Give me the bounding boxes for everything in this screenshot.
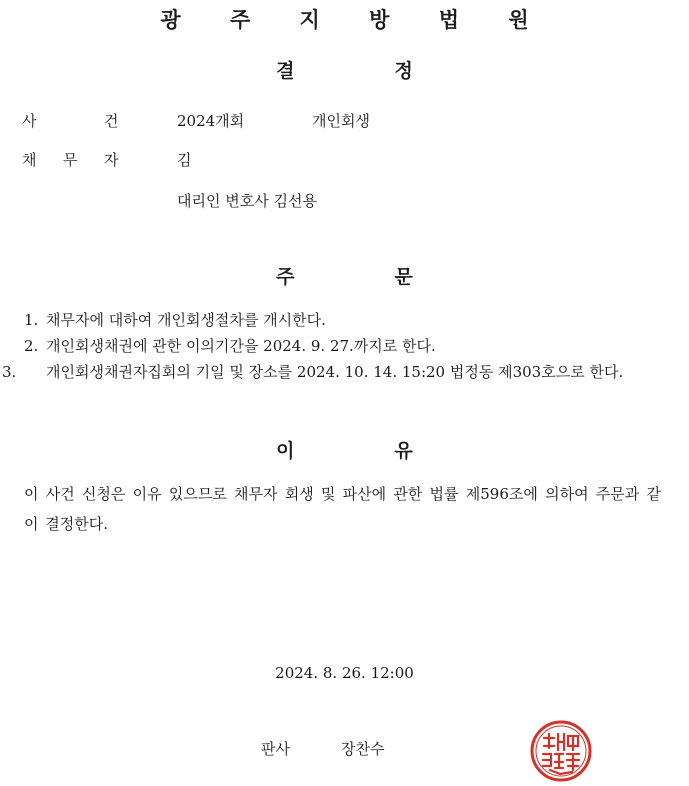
reason-heading	[0, 436, 689, 463]
judge-label: 판사	[261, 740, 290, 758]
debtor-label-char-1: 채	[22, 151, 37, 169]
order-item-number: 2.	[24, 337, 39, 355]
case-type: 개인회생	[312, 112, 370, 130]
order-item	[2, 360, 662, 384]
case-number: 2024개회	[177, 112, 245, 130]
order-heading	[0, 262, 689, 289]
debtor-agent: 대리인 변호사 김선용	[177, 192, 317, 210]
order-item-text: 개인회생채권에 관한 이의기간을 2024. 9. 27.까지로 한다.	[46, 337, 436, 355]
order-item-text: 개인회생채권자집회의 기일 및 장소를 2024. 10. 14. 15:20 법정동 제303호으로 한다.	[46, 363, 624, 381]
debtor-label-char-2: 무	[63, 151, 78, 169]
order-item	[24, 308, 664, 332]
reason-text: 이 사건 신청은 이유 있으므로 채무자 회생 및 파산에 관한 법률 제596조에 의하여 주문과 같이 결정한다.	[24, 485, 661, 533]
debtor-label-char-3: 자	[104, 151, 119, 169]
court-seal-icon	[530, 720, 592, 782]
document-type-heading	[0, 56, 689, 83]
debtor-name: 김	[177, 151, 192, 169]
case-label-char-2: 건	[104, 112, 119, 130]
case-label-char-1: 사	[22, 112, 37, 130]
order-item	[24, 334, 664, 358]
document-type-char-2: 정	[394, 60, 413, 82]
decision-datetime: 2024. 8. 26. 12:00	[275, 664, 414, 682]
court-title: 광 주 지 방 법 원	[160, 8, 550, 32]
order-heading-char-2: 문	[394, 266, 413, 288]
order-item-number: 1.	[24, 311, 39, 329]
order-heading-char-1: 주	[276, 266, 295, 288]
order-item-number: 3.	[2, 363, 17, 381]
reason-heading-char-2: 유	[394, 440, 413, 462]
order-item-text: 채무자에 대하여 개인회생절차를 개시한다.	[46, 311, 326, 329]
reason-heading-char-1: 이	[276, 440, 295, 462]
judge-name: 장찬수	[341, 740, 385, 758]
document-type-char-1: 결	[276, 60, 295, 82]
